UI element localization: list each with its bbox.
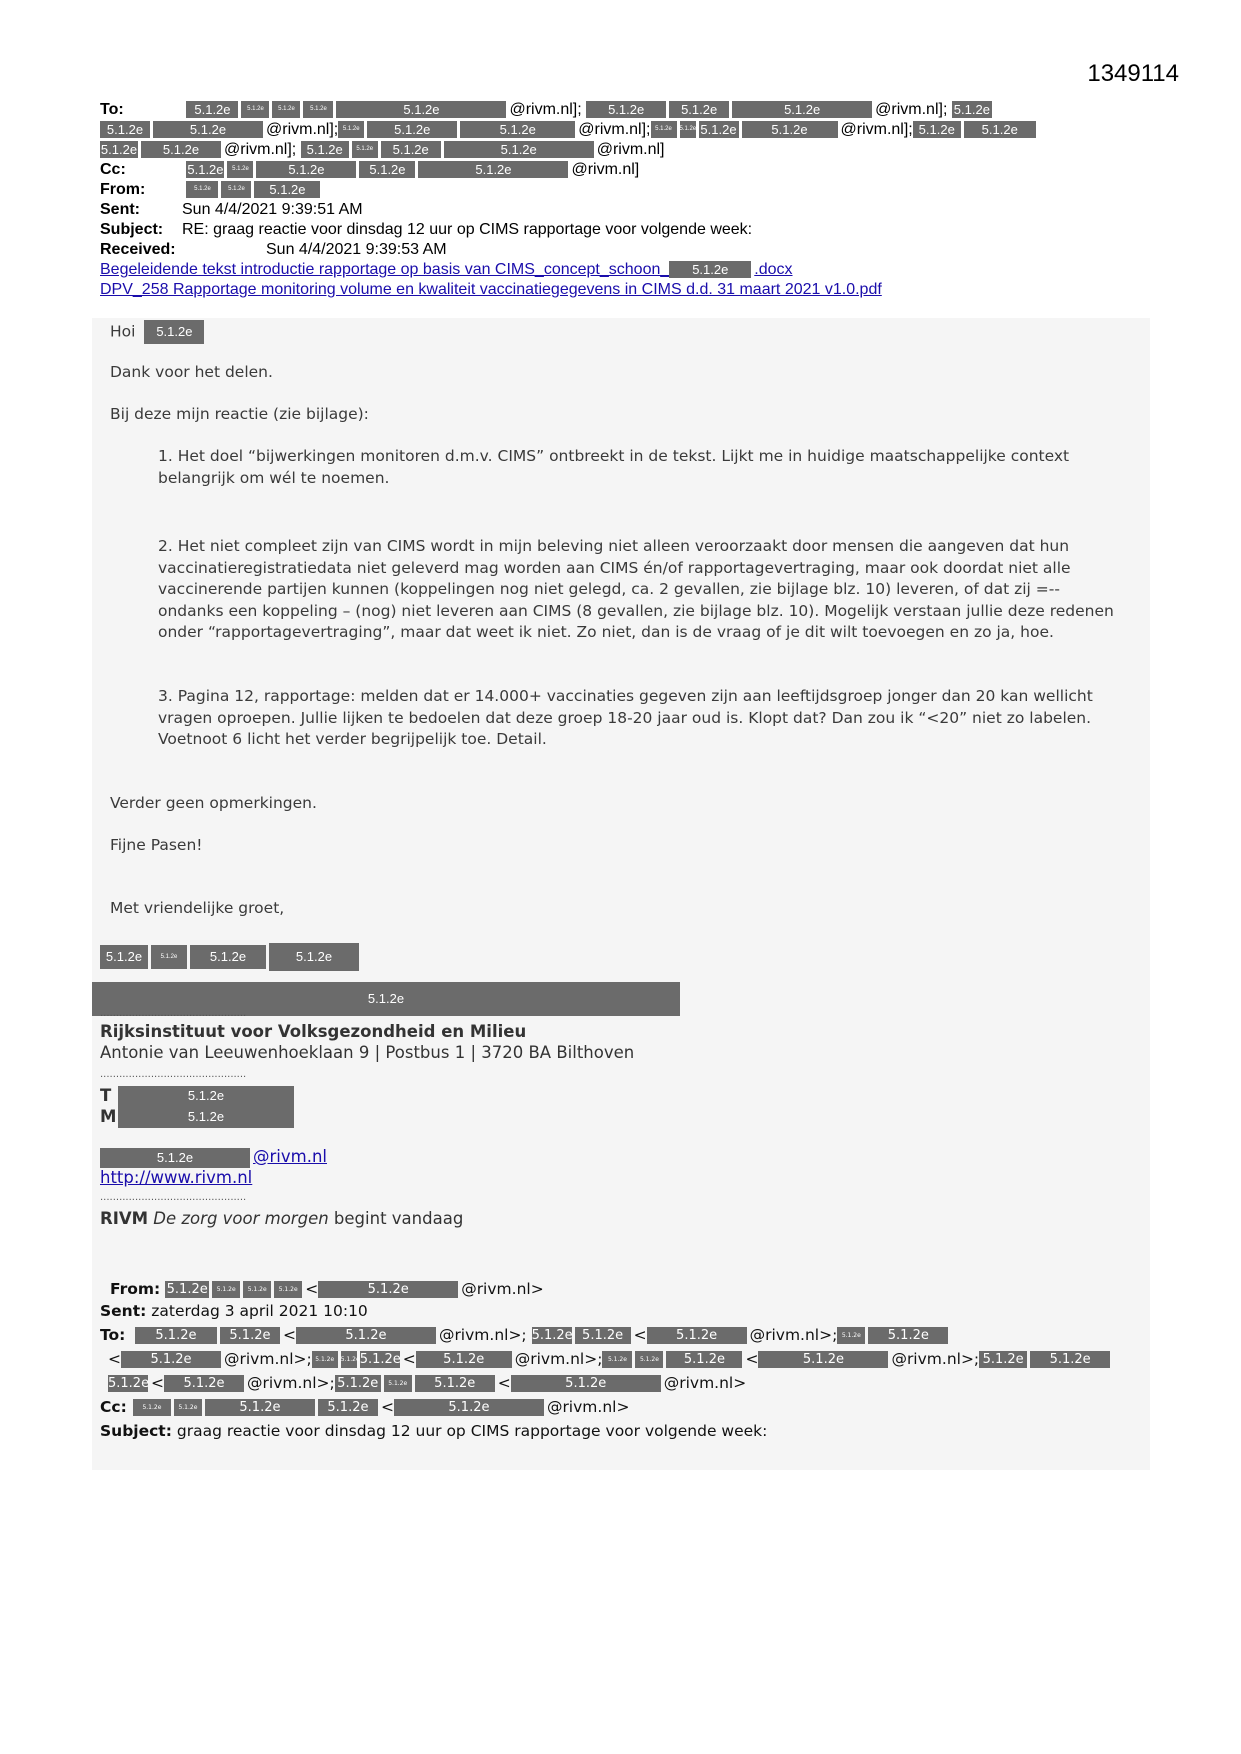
redaction: 5.1.2e <box>274 1281 302 1298</box>
redaction: 5.1.2e <box>166 1282 208 1297</box>
redaction-mobile: 5.1.2e <box>118 1106 294 1128</box>
redaction: 5.1.2e <box>531 1328 573 1343</box>
fwd-sent-value: zaterdag 3 april 2021 10:10 <box>151 1302 368 1320</box>
redaction: 5.1.2e <box>359 1352 401 1367</box>
redaction: 5.1.2e <box>100 121 150 138</box>
subject-label: Subject: <box>100 221 164 238</box>
redaction: 5.1.2e <box>575 1327 631 1344</box>
redaction: 5.1.2e <box>635 1351 663 1368</box>
angle-bracket: < <box>282 1326 296 1344</box>
redaction: 5.1.2e <box>301 141 349 158</box>
redaction: 5.1.2e <box>212 1281 240 1298</box>
fwd-subject-label: Subject: <box>100 1422 172 1440</box>
email-domain: @rivm.nl] <box>596 141 665 158</box>
paragraph-intro: Bij deze mijn reactie (zie bijlage): <box>110 405 369 423</box>
angle-bracket: < <box>745 1350 759 1368</box>
fwd-from-label: From: <box>110 1280 161 1298</box>
tagline <box>100 1209 463 1228</box>
redaction: 5.1.2e <box>394 1399 544 1416</box>
mobile-label: M <box>100 1107 117 1126</box>
redaction: 5.1.2e <box>151 945 187 969</box>
redaction: 5.1.2e <box>121 1351 221 1368</box>
redaction: 5.1.2e <box>367 121 457 138</box>
attachment-link-pdf[interactable]: DPV_258 Rapportage monitoring volume en kwaliteit vaccinatiegegevens in CIMS d.d. 31 maart 2021 v1.0.pdf <box>100 281 882 298</box>
email-domain: @rivm.nl]; <box>509 101 582 118</box>
redaction: 5.1.2e <box>318 1281 458 1298</box>
redaction: 5.1.2e <box>647 1327 747 1344</box>
angle-bracket: < <box>497 1374 511 1392</box>
paragraph-thanks: Dank voor het delen. <box>110 363 273 381</box>
to-line-1 <box>100 100 1120 120</box>
separator-dots: .............................................. <box>100 1008 247 1019</box>
email-domain: @rivm.nl>; <box>224 1350 312 1368</box>
angle-bracket: < <box>151 1374 164 1392</box>
fwd-sent-line <box>100 1300 368 1322</box>
comment-item-2: 2. Het niet compleet zijn van CIMS wordt in mijn beleving niet alleen veroorzaakt door mensen die aangeven dat hun vaccinatieregistratiedata niet geleverd mag worden aan CIMS én/of rapportagevertraging, maar ook doordat niet alle vaccinerende partijen kunnen (koppelingen nog niet gelegd, ca. 2 gevallen, zie bijlage blz. 10) leveren, of dat zij =-- ondanks een koppeling – (nog) niet leveren aan CIMS (8 gevallen, zie bijlage blz. 10). Mogelijk verstaan jullie deze redenen onder “rapportagevertraging”, maar dat weet ik niet. Zo niet, dan is de vraag of je dit wilt toevoegen en zo ja, hoe. <box>158 537 1114 641</box>
redaction: 5.1.2e <box>700 122 737 138</box>
received-line <box>100 240 1120 260</box>
redaction: 5.1.2e <box>511 1375 661 1392</box>
redaction: 5.1.2e <box>868 1327 948 1344</box>
redaction: 5.1.2e <box>669 261 751 278</box>
redaction: 5.1.2e <box>352 141 378 158</box>
redaction: 5.1.2e <box>444 141 594 158</box>
redaction: 5.1.2e <box>100 945 148 969</box>
fwd-subject-line <box>100 1420 767 1442</box>
fwd-from-line <box>110 1278 544 1300</box>
attachment-link-docx-ext[interactable]: .docx <box>754 261 793 278</box>
redaction: 5.1.2e <box>732 101 872 118</box>
redaction: 5.1.2e <box>837 1327 865 1344</box>
redaction: 5.1.2e <box>241 101 269 118</box>
attachment-link-docx[interactable]: Begeleidende tekst introductie rapportage op basis van CIMS_concept_schoon_ <box>100 261 670 278</box>
redaction-phone: 5.1.2e <box>118 1086 294 1106</box>
redaction: 5.1.2e <box>913 121 961 138</box>
redaction: 5.1.2e <box>100 142 138 158</box>
organization-address: Antonie van Leeuwenhoeklaan 9 | Postbus 1 | 3720 BA Bilthoven <box>100 1043 635 1062</box>
redaction: 5.1.2e <box>256 161 356 178</box>
redaction: 5.1.2e <box>680 121 696 138</box>
paragraph-easter: Fijne Pasen! <box>110 836 203 854</box>
email-domain: @rivm.nl]; <box>266 121 339 138</box>
fwd-subject-value: graag reactie voor dinsdag 12 uur op CIMS rapportage voor volgende week: <box>176 1422 768 1440</box>
redaction: 5.1.2e <box>415 1375 495 1392</box>
redaction: 5.1.2e <box>742 121 838 138</box>
comment-item-3: 3. Pagina 12, rapportage: melden dat er 14.000+ vaccinaties gegeven zijn aan leeftijdsgroep jonger dan 20 kan wellicht vragen oproepen. Jullie lijken te bedoelen dat deze groep 18-20 jaar oud is. Klopt dat? Dan zou ik “<20” niet zo labelen. Voetnoot 6 licht het verder begrijpelijk toe. Detail. <box>158 687 1093 748</box>
email-domain: @rivm.nl> <box>663 1374 747 1392</box>
phone-label: T <box>100 1086 112 1105</box>
email-domain: @rivm.nl>; <box>749 1326 838 1344</box>
redaction: 5.1.2e <box>135 1327 217 1344</box>
redaction: 5.1.2e <box>272 101 300 118</box>
angle-bracket: < <box>108 1350 121 1368</box>
organization-name: Rijksinstituut voor Volksgezondheid en Milieu <box>100 1022 527 1041</box>
redaction: 5.1.2e <box>141 141 221 158</box>
angle-bracket: < <box>380 1398 394 1416</box>
greeting-line <box>110 320 207 344</box>
tagline-italic: De zorg voor morgen <box>153 1209 329 1228</box>
redaction: 5.1.2e <box>381 141 441 158</box>
redaction: 5.1.2e <box>460 121 575 138</box>
redaction: 5.1.2e <box>384 1375 412 1392</box>
closing: Met vriendelijke groet, <box>110 899 285 917</box>
redaction: 5.1.2e <box>602 1351 632 1368</box>
received-value: Sun 4/4/2021 9:39:53 AM <box>266 241 447 258</box>
document-id: 1349114 <box>1087 60 1179 87</box>
tagline-rest: begint vandaag <box>328 1209 464 1228</box>
redaction: 5.1.2e <box>227 161 253 178</box>
redaction: 5.1.2e <box>359 161 415 178</box>
redaction: 5.1.2e <box>979 1351 1027 1368</box>
redaction: 5.1.2e <box>964 121 1036 138</box>
from-label: From: <box>100 181 146 198</box>
redaction: 5.1.2e <box>296 1327 436 1344</box>
redaction: 5.1.2e <box>1030 1351 1110 1368</box>
angle-bracket: < <box>305 1280 319 1298</box>
redaction: 5.1.2e <box>243 1281 271 1298</box>
comment-item-1: 1. Het doel “bijwerkingen monitoren d.m.v. CIMS” ontbreekt in de tekst. Lijkt me in huidige maatschappelijke context belangrijk om wél te noemen. <box>158 447 1070 487</box>
fwd-to-line-3 <box>108 1372 746 1394</box>
redaction: 5.1.2e <box>144 320 204 344</box>
redaction: 5.1.2e <box>153 121 263 138</box>
redaction: 5.1.2e <box>341 1351 357 1368</box>
email-domain: @rivm.nl>; <box>891 1350 980 1368</box>
email-domain: @rivm.nl] <box>571 161 640 178</box>
redaction: 5.1.2e <box>174 1399 202 1416</box>
email-domain: @rivm.nl]; <box>578 121 651 138</box>
subject-value: RE: graag reactie voor dinsdag 12 uur op CIMS rapportage voor volgende week: <box>182 221 753 238</box>
redaction: 5.1.2e <box>133 1399 171 1416</box>
redaction: 5.1.2e <box>186 101 238 118</box>
cc-line <box>100 160 1120 180</box>
redaction: 5.1.2e <box>221 181 251 198</box>
sent-label: Sent: <box>100 201 140 218</box>
email-domain: @rivm.nl]; <box>224 141 297 158</box>
sent-value: Sun 4/4/2021 9:39:51 AM <box>182 201 363 218</box>
fwd-to-line-1 <box>100 1324 951 1346</box>
fwd-to-line-2 <box>108 1348 1113 1370</box>
redaction: 5.1.2e <box>220 1327 280 1344</box>
fwd-to-label: To: <box>100 1326 126 1344</box>
redaction: 5.1.2e <box>187 162 224 178</box>
sent-line <box>100 200 1120 220</box>
email-line <box>100 1147 327 1168</box>
email-domain: @rivm.nl>; <box>247 1374 335 1392</box>
redaction: 5.1.2e <box>336 101 506 118</box>
received-label: Received: <box>100 241 176 258</box>
redaction: 5.1.2e <box>312 1351 338 1368</box>
redaction: 5.1.2e <box>418 161 568 178</box>
email-domain: @rivm.nl]; <box>840 121 913 138</box>
to-line-3 <box>100 140 1120 160</box>
redaction: 5.1.2e <box>953 102 990 118</box>
redaction: 5.1.2e <box>269 943 359 971</box>
redaction: 5.1.2e <box>205 1399 315 1416</box>
redaction: 5.1.2e <box>108 1376 150 1391</box>
redaction: 5.1.2e <box>186 181 218 198</box>
email-domain: @rivm.nl> <box>546 1398 630 1416</box>
email-domain: @rivm.nl>; <box>438 1326 527 1344</box>
separator-dots: .............................................. <box>100 1069 247 1080</box>
fwd-sent-label: Sent: <box>100 1302 147 1320</box>
redaction: 5.1.2e <box>164 1375 244 1392</box>
redaction: 5.1.2e <box>190 945 266 969</box>
fwd-cc-label: Cc: <box>100 1398 127 1416</box>
redaction: 5.1.2e <box>335 1375 381 1392</box>
cc-label: Cc: <box>100 161 126 178</box>
to-label: To: <box>100 101 124 118</box>
redaction-signature-title: 5.1.2e <box>92 982 680 1016</box>
redaction: 5.1.2e <box>318 1399 378 1416</box>
email-domain: @rivm.nl]; <box>875 101 948 118</box>
email-domain: @rivm.nl>; <box>514 1350 603 1368</box>
redaction: 5.1.2e <box>416 1351 512 1368</box>
redaction: 5.1.2e <box>303 101 333 118</box>
email-link[interactable]: @rivm.nl <box>253 1147 327 1166</box>
redaction: 5.1.2e <box>338 121 364 138</box>
redaction: 5.1.2e <box>100 1148 250 1168</box>
redaction: 5.1.2e <box>586 101 666 118</box>
redaction: 5.1.2e <box>758 1351 888 1368</box>
subject-line <box>100 220 1120 240</box>
redaction: 5.1.2e <box>651 121 677 138</box>
greeting: Hoi <box>110 322 136 341</box>
fwd-cc-line <box>100 1396 629 1418</box>
angle-bracket: < <box>402 1350 416 1368</box>
paragraph-no-remarks: Verder geen opmerkingen. <box>110 794 317 812</box>
email-domain: @rivm.nl> <box>461 1280 544 1298</box>
redaction: 5.1.2e <box>666 1351 742 1368</box>
angle-bracket: < <box>633 1326 647 1344</box>
signature-name-redactions <box>100 943 1120 971</box>
from-line <box>100 180 1120 200</box>
attachment-line-1[interactable] <box>100 260 1120 280</box>
separator-dots: .............................................. <box>100 1192 247 1203</box>
tagline-brand: RIVM <box>100 1209 149 1228</box>
redaction: 5.1.2e <box>669 101 729 118</box>
redaction: 5.1.2e <box>254 181 320 198</box>
website-link[interactable]: http://www.rivm.nl <box>100 1168 253 1187</box>
attachment-line-2[interactable] <box>100 280 1120 300</box>
to-line-2 <box>100 120 1120 140</box>
